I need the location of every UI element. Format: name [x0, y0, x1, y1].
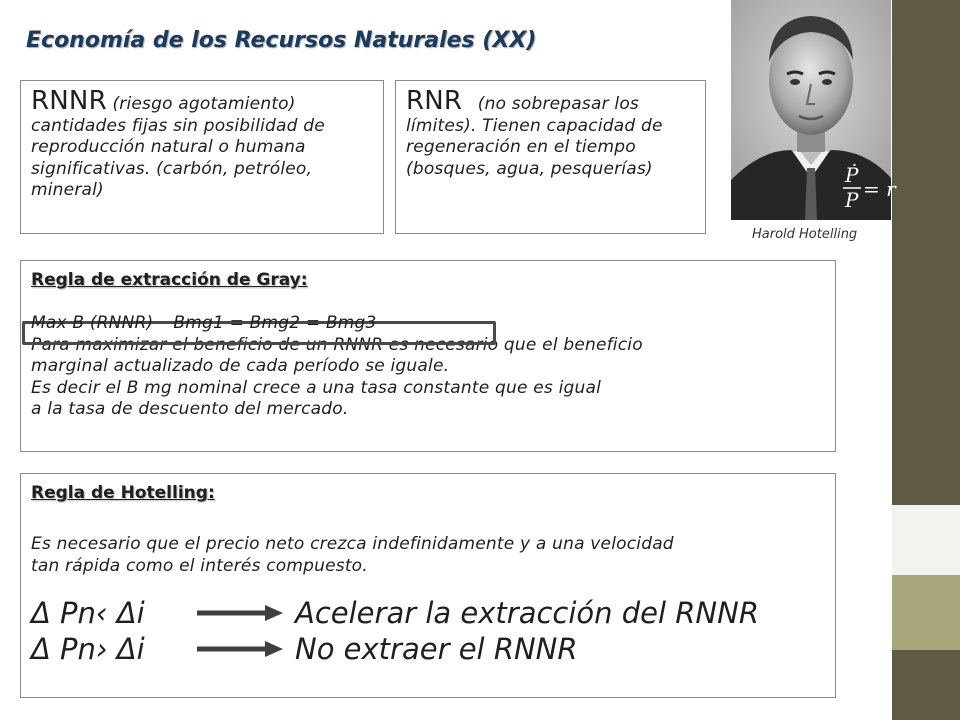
gray-formula-left: Max B (RNNR): [31, 313, 154, 333]
formula-rhs: = r: [863, 177, 896, 201]
rnr-abbr: RNR: [406, 86, 463, 116]
gray-line-3: Es decir el B mg nominal crece a una tasa constante que es igual: [31, 377, 601, 398]
gray-rule-box: [20, 260, 836, 452]
right-arrow-icon: [195, 604, 283, 622]
gray-line-4: a la tasa de descuento del mercado.: [31, 399, 349, 419]
hotelling-rule-1: [31, 595, 825, 631]
rnr-box: [395, 80, 706, 234]
hotelling-portrait: [731, 0, 896, 220]
decorative-strip-top: [892, 0, 960, 505]
rnnr-text: cantidades fijas sin posibilidad de reproducción natural o humana significativas. (carbón, petróleo, mineral): [31, 115, 325, 200]
decorative-strip-bottom: [892, 650, 960, 720]
rule-2-action: No extraer el RNNR: [295, 632, 578, 666]
rule-1-action: Acelerar la extracción del RNNR: [295, 596, 759, 630]
hotelling-line-1: Es necesario que el precio neto crezca indefinidamente y a una velocidad: [31, 534, 674, 554]
hotelling-rule-2: [31, 631, 825, 667]
rule-2-condition: Δ Pn› Δi: [31, 632, 145, 666]
rnnr-box: [20, 80, 384, 234]
gray-line-1: Para maximizar el beneficio de un RNNR es necesario que el beneficio: [31, 334, 643, 355]
rnnr-abbr: RNNR: [31, 86, 107, 116]
formula-denominator: P: [845, 188, 859, 212]
hotelling-line-2: tan rápida como el interés compuesto.: [31, 555, 368, 576]
right-arrow-icon: [195, 640, 283, 658]
rnr-note: (no sobrepasar: [477, 94, 609, 114]
rule-1-condition: Δ Pn‹ Δi: [31, 596, 145, 630]
gray-line-2: marginal actualizado de cada período se iguale.: [31, 356, 450, 376]
gray-formula-right: Bmg1 = Bmg2 = Bmg3: [173, 313, 377, 333]
gray-heading: Regla de extracción de Gray:: [31, 270, 308, 290]
hotelling-rule-box: [20, 473, 836, 698]
rnr-text: los límites). Tienen capacidad de regeneración en el tiempo (bosques, agua, pesquerías): [406, 94, 663, 179]
page-title: Economía de los Recursos Naturales (XX): [26, 28, 537, 53]
formula-numerator: Ṗ: [845, 163, 859, 187]
decorative-strip-middle: [892, 575, 960, 650]
hotelling-heading: Regla de Hotelling:: [31, 483, 215, 503]
portrait-caption: Harold Hotelling: [752, 227, 858, 242]
portrait-image: [731, 0, 896, 220]
rnnr-note: (riesgo agotamiento): [112, 94, 296, 114]
